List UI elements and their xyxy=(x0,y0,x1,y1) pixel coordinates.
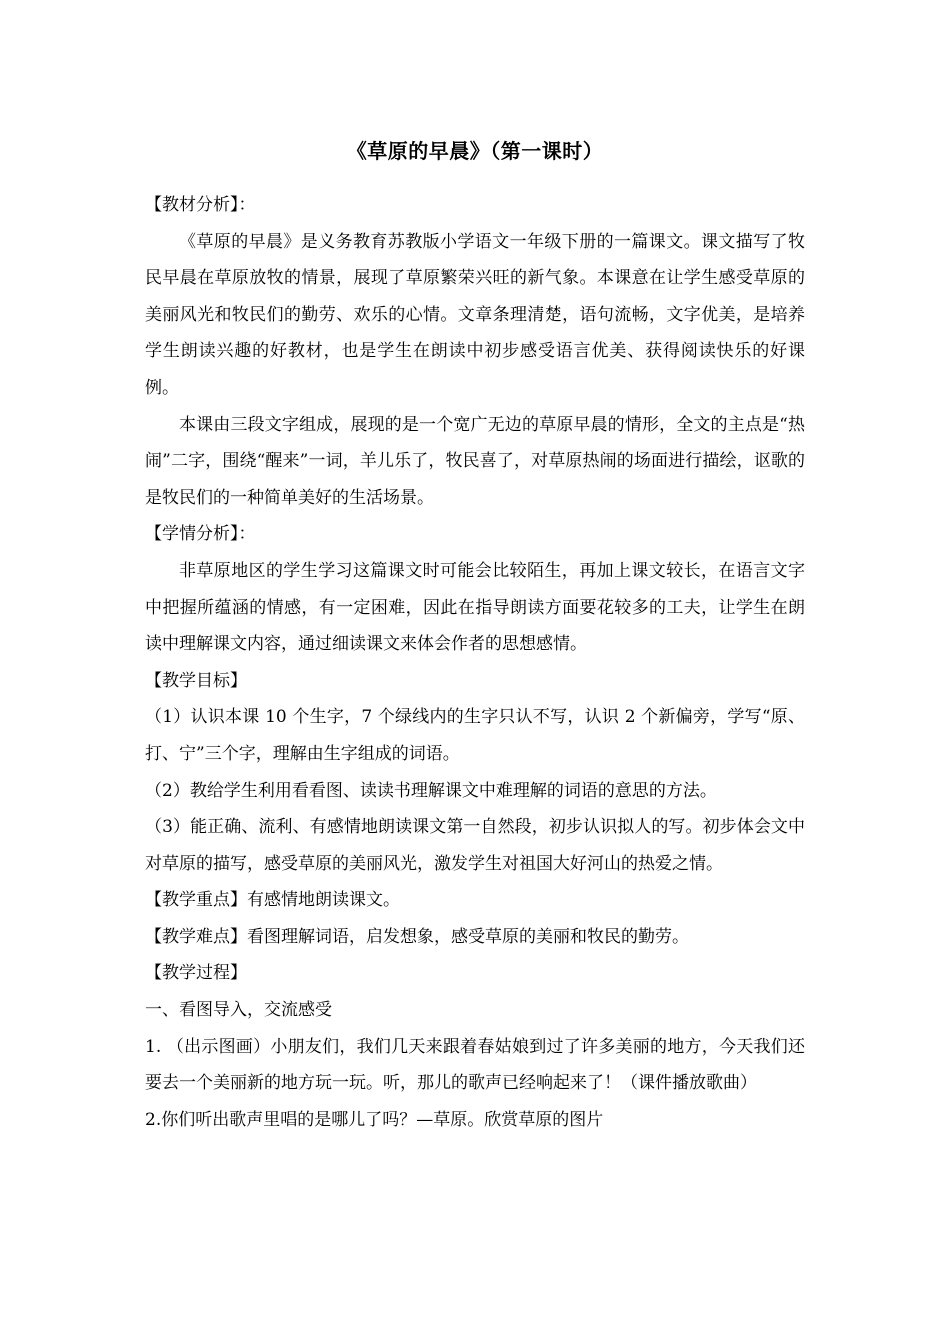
process-part-1: 一、看图导入，交流感受 xyxy=(145,1000,332,1021)
document-page xyxy=(145,135,805,1138)
process-step-2: 2.你们听出歌声里唱的是哪儿了吗？—草原。欣赏草原的图片 xyxy=(145,1109,604,1130)
heading-material-analysis: 【教材分析】： xyxy=(145,195,256,215)
student-paragraph-1: 非草原地区的学生学习这篇课文时可能会比较陌生，再加上课文较长，在语言文字中把握所蕴涵的情感，有一定困难，因此在指导朗读方面要花较多的工夫，让学生在朗读中理解课文内容，通过细读课文来体会作者的思想感情。 xyxy=(145,560,805,655)
difficulty-line xyxy=(145,919,805,956)
key-point-label: 【教学重点】 xyxy=(145,890,247,911)
heading-teaching-process: 【教学过程】 xyxy=(145,963,247,984)
key-point-text: 有感情地朗读课文。 xyxy=(247,890,400,911)
goal-item-1: （1）认识本课 10 个生字，7 个绿线内的生字只认不写，认识 2 个新偏旁，学写“原、打、宁”三个字，理解由生字组成的词语。 xyxy=(145,707,805,764)
goal-item-3: （3）能正确、流利、有感情地朗读课文第一自然段，初步认识拟人的写。初步体会文中对草原的描写，感受草原的美丽风光，激发学生对祖国大好河山的热爱之情。 xyxy=(145,817,805,874)
document-title: 《草原的早晨》（第一课时） xyxy=(346,139,604,163)
goal-item-2: （2）教给学生利用看看图、读读书理解课文中难理解的词语的意思的方法。 xyxy=(145,780,717,801)
heading-student-analysis: 【学情分析】： xyxy=(145,524,256,545)
difficulty-label: 【教学难点】 xyxy=(145,926,247,947)
material-paragraph-2: 本课由三段文字组成，展现的是一个宽广无边的草原早晨的情形，全文的主点是“热闹”二字，围绕“醒来”一词，羊儿乐了，牧民喜了，对草原热闹的场面进行描绘，讴歌的是牧民们的一种简单美好的生活场景。 xyxy=(145,414,805,508)
process-step-1: 1. （出示图画）小朋友们，我们几天来跟着春姑娘到过了许多美丽的地方，今天我们还要去一个美丽新的地方玩一玩。听，那儿的歌声已经响起来了！（课件播放歌曲） xyxy=(145,1036,805,1094)
material-paragraph-1: 《草原的早晨》是义务教育苏教版小学语文一年级下册的一篇课文。课文描写了牧民早晨在草原放牧的情景，展现了草原繁荣兴旺的新气象。本课意在让学生感受草原的美丽风光和牧民们的勤劳、欢乐的心情。文章条理清楚，语句流畅，文字优美，是培养学生朗读兴趣的好教材，也是学生在朗读中初步感受语言优美、获得阅读快乐的好课例。 xyxy=(145,231,805,398)
key-point-line xyxy=(145,882,805,919)
heading-teaching-goals: 【教学目标】 xyxy=(145,670,247,691)
difficulty-text: 看图理解词语，启发想象，感受草原的美丽和牧民的勤劳。 xyxy=(247,926,689,947)
